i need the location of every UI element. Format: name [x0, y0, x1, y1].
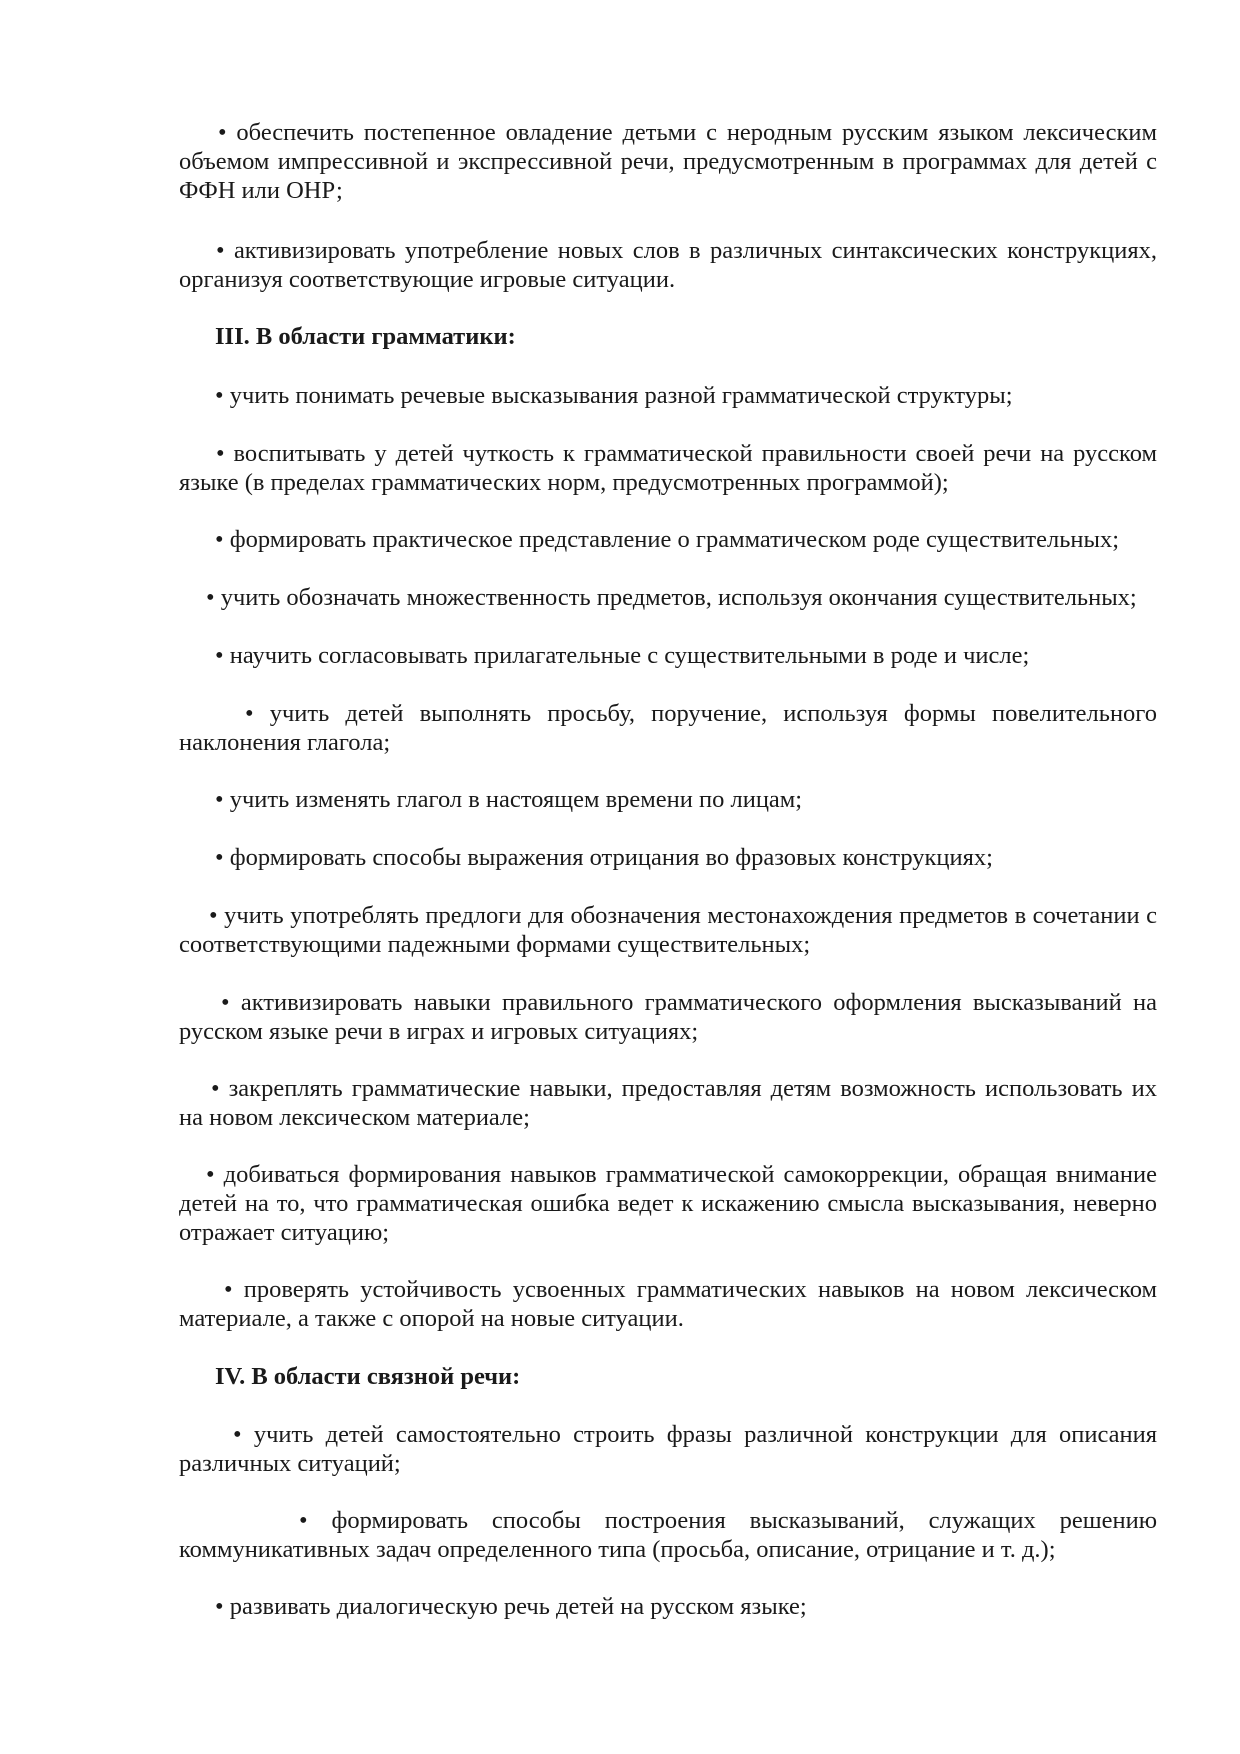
paragraph-new-words — [179, 236, 1157, 294]
bullet: • — [245, 700, 254, 727]
bullet: • — [215, 642, 224, 669]
bullet: • — [209, 902, 218, 929]
list-item — [179, 785, 1157, 814]
list-item — [179, 1506, 1157, 1564]
section-numeral: III. — [215, 323, 250, 350]
list-item-text: развивать диалогическую речь детей на русском языке; — [229, 1593, 807, 1620]
section-heading-connected-speech — [179, 1362, 1193, 1391]
section-title: В области грамматики: — [255, 323, 516, 350]
list-item — [179, 583, 1157, 612]
bullet: • — [211, 1075, 220, 1102]
list-item — [179, 525, 1157, 554]
list-item — [179, 1160, 1157, 1247]
list-item — [179, 381, 1157, 410]
list-item-text: научить согласовывать прилагательные с существительными в роде и числе; — [229, 642, 1030, 669]
section-heading-grammar — [179, 322, 1193, 351]
bullet: • — [216, 237, 225, 264]
bullet: • — [215, 786, 224, 813]
bullet: • — [215, 1593, 224, 1620]
list-item — [179, 1275, 1157, 1333]
bullet: • — [206, 1161, 215, 1188]
list-item-text: формировать способы построения высказываний, служащих решению коммуникативных задач определенного типа (просьба, описание, отрицание и т. д.); — [179, 1507, 1158, 1563]
list-item-text: формировать практическое представление о грамматическом роде существительных; — [229, 526, 1120, 553]
list-item — [179, 1074, 1157, 1132]
bullet: • — [218, 119, 227, 146]
paragraph-text: активизировать употребление новых слов в различных синтаксических конструкциях, организуя соответствующие игровые ситуации. — [179, 237, 1157, 293]
list-item-text: активизировать навыки правильного грамматического оформления высказываний на русском языке речи в играх и игровых ситуациях; — [179, 989, 1157, 1045]
list-item-text: проверять устойчивость усвоенных грамматических навыков на новом лексическом материале, а также с опорой на новые ситуации. — [179, 1276, 1157, 1332]
list-item-text: учить обозначать множественность предметов, используя окончания существительных; — [220, 584, 1137, 611]
list-item-text: учить детей выполнять просьбу, поручение, используя формы повелительного наклонения глагола; — [179, 700, 1157, 756]
bullet: • — [299, 1507, 308, 1534]
list-item-text: воспитывать у детей чуткость к грамматической правильности своей речи на русском языке (в пределах грамматических норм, предусмотренных программой); — [179, 440, 1157, 496]
list-item — [179, 699, 1157, 757]
paragraph-lexicon-volume — [179, 118, 1157, 205]
bullet: • — [215, 844, 224, 871]
list-item — [179, 843, 1157, 872]
list-item-text: учить употреблять предлоги для обозначения местонахождения предметов в сочетании с соответствующими падежными формами существительных; — [179, 902, 1157, 958]
list-item — [179, 641, 1157, 670]
list-item — [179, 1420, 1157, 1478]
bullet: • — [215, 526, 224, 553]
list-item-text: формировать способы выражения отрицания во фразовых конструкциях; — [229, 844, 993, 871]
list-item-text: добиваться формирования навыков грамматической самокоррекции, обращая внимание детей на то, что грамматическая ошибка ведет к искажению смысла высказывания, неверно отражает ситуацию; — [179, 1161, 1157, 1246]
paragraph-text: обеспечить постепенное овладение детьми с неродным русским языком лексическим объемом импрессивной и экспрессивной речи, предусмотренным в программах для детей с ФФН или ОНР; — [179, 119, 1158, 204]
list-item-text: учить изменять глагол в настоящем времени по лицам; — [229, 786, 803, 813]
bullet: • — [216, 440, 225, 467]
bullet: • — [206, 584, 215, 611]
list-item — [179, 901, 1157, 959]
bullet: • — [233, 1421, 242, 1448]
list-item — [179, 439, 1157, 497]
list-item-text: учить понимать речевые высказывания разной грамматической структуры; — [229, 382, 1013, 409]
section-numeral: IV. — [215, 1363, 246, 1390]
list-item-text: закреплять грамматические навыки, предоставляя детям возможность использовать их на новом лексическом материале; — [179, 1075, 1157, 1131]
list-item — [179, 988, 1157, 1046]
bullet: • — [221, 989, 230, 1016]
list-item — [179, 1592, 1157, 1621]
list-item-text: учить детей самостоятельно строить фразы различной конструкции для описания различных ситуаций; — [179, 1421, 1158, 1477]
bullet: • — [224, 1276, 233, 1303]
section-title: В области связной речи: — [251, 1363, 521, 1390]
bullet: • — [215, 382, 224, 409]
